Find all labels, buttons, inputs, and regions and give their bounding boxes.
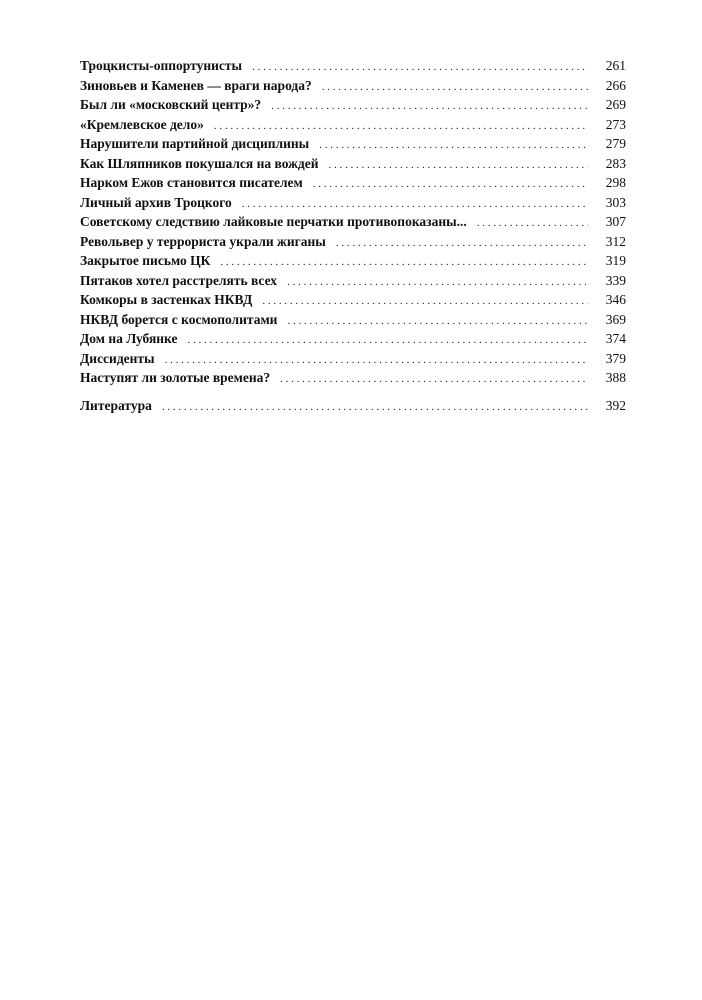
toc-entry-title: Нарушители партийной дисциплины	[80, 136, 310, 151]
toc-entry-page: 298	[605, 175, 626, 190]
toc-dot-leader	[262, 292, 588, 312]
toc-dot-leader	[319, 136, 588, 156]
toc-entry[interactable]	[80, 329, 626, 349]
toc-entry[interactable]	[80, 310, 626, 330]
toc-entry-title: Дом на Лубянке	[80, 331, 178, 346]
toc-entry-page: 261	[605, 58, 626, 73]
toc-entry-page: 269	[605, 97, 626, 112]
toc-entry-page: 279	[605, 136, 626, 151]
toc-entry-title: Как Шляпников покушался на вождей	[80, 155, 319, 171]
toc-entry[interactable]	[80, 173, 626, 193]
toc-entry-title: Револьвер у террориста украли жиганы	[80, 233, 326, 249]
toc-dot-leader	[287, 312, 588, 332]
toc-entry-page: 374	[605, 331, 626, 346]
toc-entry-title: Нарком Ежов становится писателем	[80, 175, 303, 190]
toc-entry[interactable]	[80, 349, 626, 369]
toc-entry-title: НКВД борется с космополитами	[80, 311, 278, 327]
toc-entry-page: 307	[605, 214, 626, 229]
toc-entry-page: 392	[605, 397, 626, 413]
toc-dot-leader	[336, 234, 588, 254]
toc-dot-leader	[162, 398, 588, 418]
toc-entry-title: Диссиденты	[80, 350, 155, 366]
toc-entry[interactable]	[80, 56, 626, 76]
toc-entry[interactable]	[80, 76, 626, 96]
toc-entry-page: 303	[605, 194, 626, 210]
toc-entry-title: Троцкисты-оппортунисты	[80, 58, 243, 73]
toc-entry-title: Пятаков хотел расстрелять всех	[80, 272, 278, 288]
toc-entry[interactable]	[80, 95, 626, 115]
toc-entry[interactable]	[80, 290, 626, 310]
toc-entry-title: Был ли «московский центр»?	[80, 97, 262, 112]
toc-dot-leader	[313, 175, 588, 195]
toc-dot-leader	[329, 156, 588, 176]
toc-entry-page: 319	[605, 253, 626, 268]
toc-entry-page: 312	[605, 233, 626, 249]
toc-entry-page: 266	[605, 77, 626, 93]
toc-entry-page: 346	[605, 292, 626, 307]
toc-entry[interactable]	[80, 232, 626, 252]
table-of-contents	[80, 56, 626, 415]
toc-entry-page: 388	[605, 370, 626, 385]
toc-dot-leader	[280, 370, 588, 390]
toc-entry-title: Комкоры в застенках НКВД	[80, 292, 253, 307]
toc-entry[interactable]	[80, 251, 626, 271]
toc-entry-page: 283	[605, 155, 626, 171]
toc-entry[interactable]	[80, 134, 626, 154]
toc-entry-title: Личный архив Троцкого	[80, 194, 232, 210]
toc-entry-title: Закрытое письмо ЦК	[80, 253, 211, 268]
toc-dot-leader	[477, 214, 588, 234]
toc-entry-title: Наступят ли золотые времена?	[80, 370, 271, 385]
toc-entry[interactable]	[80, 368, 626, 388]
toc-entry-title: Литература	[80, 397, 152, 413]
toc-entry-literature[interactable]	[80, 396, 626, 416]
toc-entry-title: Зиновьев и Каменев — враги народа?	[80, 77, 312, 93]
toc-entry-page: 379	[605, 350, 626, 366]
toc-dot-leader	[271, 97, 588, 117]
toc-entry-page: 273	[605, 116, 626, 132]
toc-entry[interactable]	[80, 193, 626, 213]
toc-entry[interactable]	[80, 115, 626, 135]
toc-entry-title: Советскому следствию лайковые перчатки противопоказаны...	[80, 214, 467, 229]
toc-entry-page: 369	[605, 311, 626, 327]
toc-dot-leader	[187, 331, 588, 351]
toc-entry[interactable]	[80, 271, 626, 291]
toc-entry-page: 339	[605, 272, 626, 288]
toc-entry-title: «Кремлевское дело»	[80, 116, 204, 132]
toc-entry[interactable]	[80, 212, 626, 232]
toc-dot-leader	[322, 78, 588, 98]
toc-entry[interactable]	[80, 154, 626, 174]
toc-dot-leader	[287, 273, 588, 293]
